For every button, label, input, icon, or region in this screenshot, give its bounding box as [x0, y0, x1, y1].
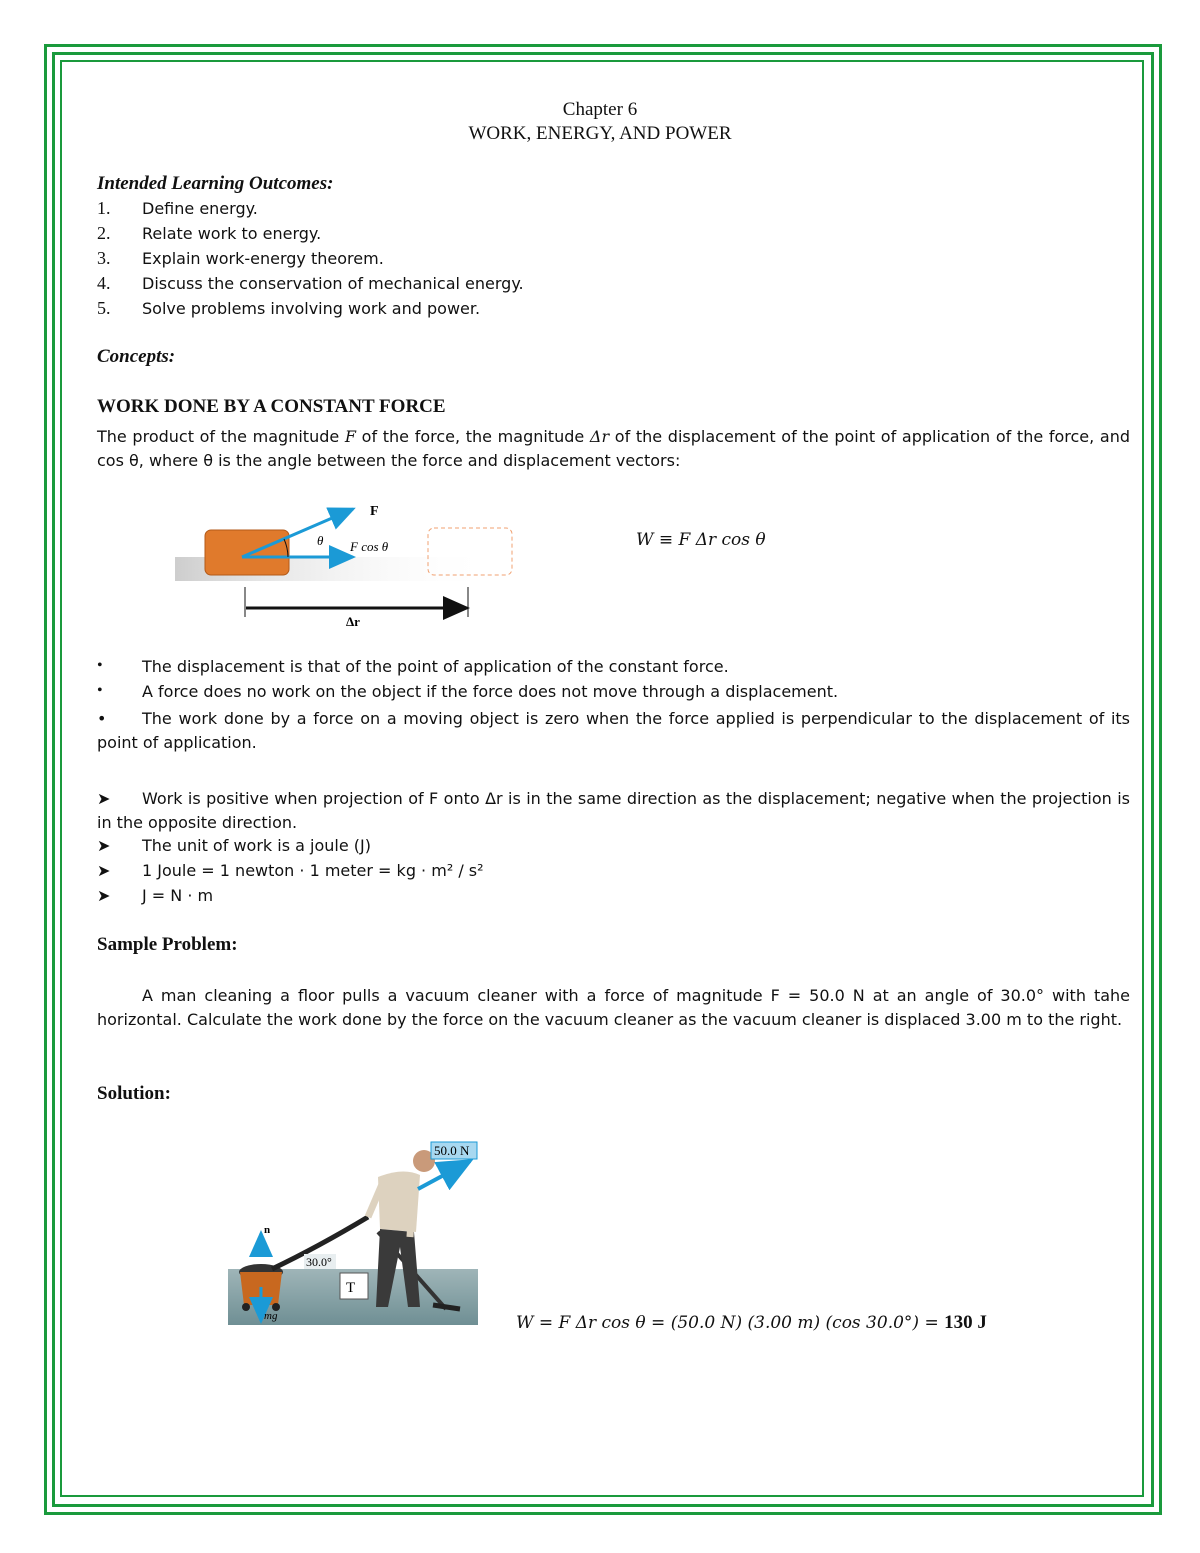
man-arm [410, 1182, 413, 1237]
label-force: 50.0 N [434, 1143, 470, 1158]
displacement-symbol: Δr [589, 427, 610, 446]
page-title: WORK, ENERGY, AND POWER [468, 123, 732, 144]
solution-equation-text: W = F Δr cos θ = (50.0 N) (3.00 m) (cos 30.0°) = [516, 1313, 945, 1333]
arrowhead-bullet-icon: ➤ [97, 789, 111, 808]
definition-text: The product of the magnitude [97, 427, 345, 446]
arrow-point-item: The unit of work is a joule (J) [142, 836, 371, 855]
label-angle: 30.0° [306, 1255, 332, 1269]
arrowhead-bullet-icon: ➤ [97, 863, 111, 880]
block [205, 530, 289, 575]
ilo-number: 1. [97, 198, 111, 218]
definition-paragraph [97, 425, 1130, 473]
ilo-number: 5. [97, 298, 111, 318]
arrow-point-item: 1 Joule = 1 newton · 1 meter = kg · m² / s² [142, 861, 484, 880]
definition-text: of the force, the magnitude [356, 427, 590, 446]
force-symbol: F [344, 427, 356, 446]
arrow-point-wrapped [97, 787, 1130, 835]
arrowhead-bullet-icon: ➤ [97, 838, 111, 855]
ilo-number: 4. [97, 273, 111, 293]
arrow-point-item: Work is positive when projection of F onto Δr is in the same direction as the displacement; negative when the projection is in the opposite direction. [97, 789, 1130, 832]
bullet-item-wrapped [97, 707, 1130, 755]
concepts-heading: Concepts: [97, 346, 176, 367]
ilo-item: Relate work to energy. [142, 224, 322, 243]
label-T: T [346, 1280, 356, 1296]
solution-answer: 130 J [944, 1312, 987, 1333]
vacuum-wheel [242, 1303, 250, 1311]
arrow-point-item: J = N · m [142, 886, 214, 905]
ilo-item: Explain work-energy theorem. [142, 249, 384, 268]
ilo-heading: Intended Learning Outcomes: [97, 173, 334, 194]
ilo-item: Define energy. [142, 199, 258, 218]
section-heading: WORK DONE BY A CONSTANT FORCE [97, 396, 446, 417]
ilo-item: Solve problems involving work and power. [142, 299, 481, 318]
chapter-label: Chapter 6 [562, 99, 638, 120]
solution-equation [516, 1312, 987, 1334]
ilo-number: 3. [97, 248, 111, 268]
bullet-item: The displacement is that of the point of application of the constant force. [142, 657, 729, 676]
sample-heading: Sample Problem: [97, 934, 238, 955]
bullet-dot: • [97, 682, 103, 699]
label-theta: θ [317, 533, 324, 548]
label-n: n [264, 1224, 271, 1236]
label-mg: mg [264, 1310, 278, 1322]
label-dr: Δr [346, 614, 360, 629]
ilo-number: 2. [97, 223, 111, 243]
work-formula: W ≡ F Δr cos θ [636, 530, 766, 550]
ilo-item: Discuss the conservation of mechanical energy. [142, 274, 524, 293]
work-force-diagram [170, 495, 530, 630]
bullet-dot: • [97, 709, 107, 728]
vacuum-cleaner-figure [228, 1137, 478, 1325]
arrowhead-bullet-icon: ➤ [97, 888, 111, 905]
label-F: F [370, 504, 379, 519]
sample-problem-text: A man cleaning a floor pulls a vacuum cleaner with a force of magnitude F = 50.0 N at an angle of 30.0° with tahe horizontal. Calculate the work done by the force on the vacuum cleaner as the vacuum cleaner is displaced 3.00 m to the right. [97, 986, 1130, 1029]
solution-heading: Solution: [97, 1083, 171, 1104]
bullet-dot: • [97, 657, 103, 674]
bullet-item: The work done by a force on a moving object is zero when the force applied is perpendicular to the displacement of its point of application. [97, 709, 1130, 752]
label-fcos: F cos θ [350, 539, 389, 554]
definition-text: of the displacement of the point of application of the force, and cos θ, where θ is the angle between the force and displacement vectors: [97, 427, 1131, 470]
bullet-item: A force does no work on the object if the force does not move through a displacement. [142, 682, 839, 701]
